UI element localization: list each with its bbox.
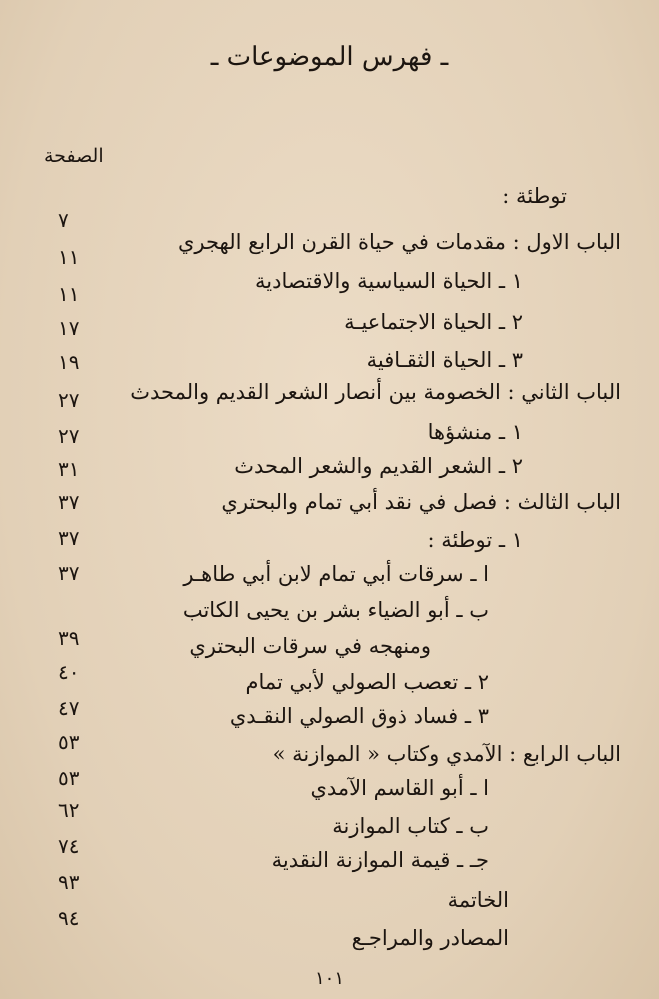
page-column-header: الصفحة <box>44 145 104 167</box>
toc-entry: ١ ـ منشؤها <box>427 420 523 444</box>
toc-page-number: ٩٤ <box>58 906 80 930</box>
toc-page-number: ٣٧ <box>58 490 80 514</box>
toc-entry: ٣ ـ الحياة الثقـافية <box>366 348 523 372</box>
toc-page-number: ١١ <box>58 245 80 269</box>
toc-entry: ومنهجه في سرقات البحتري <box>189 634 431 658</box>
toc-entry: ١ ـ توطئة : <box>427 528 523 552</box>
toc-entry: ٢ ـ الشعر القديم والشعر المحدث <box>234 454 523 478</box>
toc-page-number: ٣٧ <box>58 526 80 550</box>
toc-entry: الباب الرابع : الآمدي وكتاب « الموازنة » <box>272 742 621 766</box>
toc-entry: ٢ ـ الحياة الاجتماعيـة <box>344 310 523 334</box>
toc-page-number: ٧ <box>58 208 69 232</box>
toc-page-number: ١٩ <box>58 350 80 374</box>
toc-page-number: ٦٢ <box>58 798 80 822</box>
toc-page-number: ١١ <box>58 282 80 306</box>
toc-entry: ب ـ أبو الضياء بشر بن يحيى الكاتب <box>182 598 489 622</box>
toc-entry: ٢ ـ تعصب الصولي لأبي تمام <box>245 670 489 694</box>
toc-page-number: ٥٣ <box>58 766 80 790</box>
toc-page-number: ٤٧ <box>58 696 80 720</box>
toc-page-number: ٥٣ <box>58 730 80 754</box>
toc-page-number: ٣١ <box>58 457 80 481</box>
toc-entry: ٣ ـ فساد ذوق الصولي النقـدي <box>229 704 489 728</box>
toc-entry: الباب الثالث : فصل في نقد أبي تمام والبحتري <box>221 490 621 514</box>
page-title: ـ فهرس الموضوعات ـ <box>210 42 449 72</box>
toc-entry: جـ ـ قيمة الموازنة النقدية <box>271 848 489 872</box>
toc-entry: ١ ـ الحياة السياسية والاقتصادية <box>255 269 523 293</box>
toc-page-number: ٢٧ <box>58 424 80 448</box>
toc-entry: توطئة : <box>502 184 567 208</box>
toc-page-number: ٣٧ <box>58 561 80 585</box>
toc-page-number: ٢٧ <box>58 388 80 412</box>
toc-page-number: ٩٣ <box>58 870 80 894</box>
page-number: ١٠١ <box>314 968 344 989</box>
toc-page-number: ١٧ <box>58 316 80 340</box>
toc-entry: الخاتمة <box>447 888 509 912</box>
toc-entry: ا ـ أبو القاسم الآمدي <box>310 776 489 800</box>
toc-entry: الباب الاول : مقدمات في حياة القرن الرابع الهجري <box>177 230 621 254</box>
toc-entry: المصادر والمراجـع <box>351 926 509 950</box>
toc-page-number: ٧٤ <box>58 834 80 858</box>
toc-entry: ب ـ كتاب الموازنة <box>332 814 489 838</box>
toc-entry: ا ـ سرقات أبي تمام لابن أبي طاهـر <box>183 562 489 586</box>
toc-page-number: ٣٩ <box>58 626 80 650</box>
toc-entry: الباب الثاني : الخصومة بين أنصار الشعر القديم والمحدث <box>130 380 621 404</box>
toc-page-number: ٤٠ <box>58 660 80 684</box>
